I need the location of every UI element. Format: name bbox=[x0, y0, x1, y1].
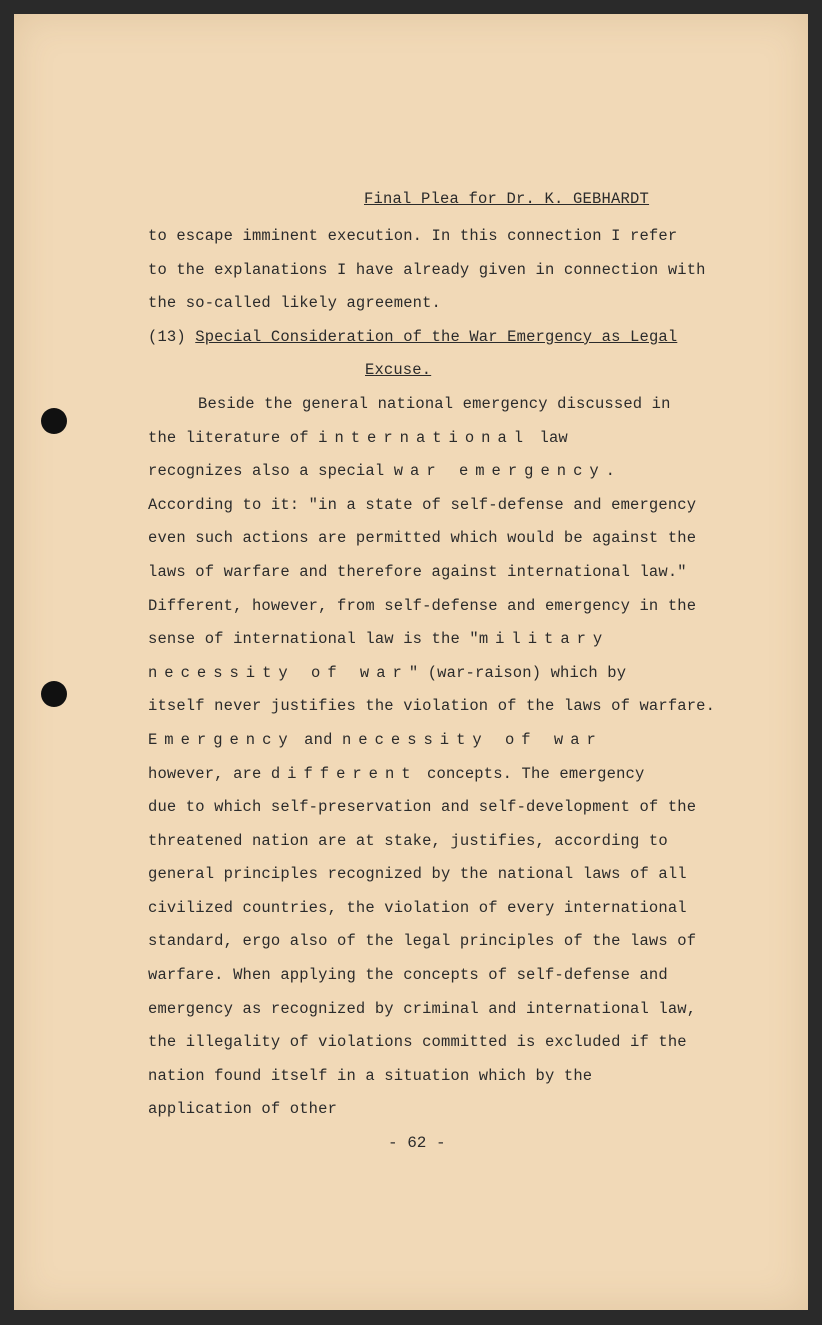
text-line: even such actions are permitted which would be against the bbox=[148, 529, 697, 548]
text-line bbox=[148, 657, 768, 691]
spaced-emphasis: war emergency. bbox=[393, 462, 622, 481]
text-line: to escape imminent execution. In this connection I refer bbox=[148, 227, 678, 245]
text-line: threatened nation are at stake, justifies, according to bbox=[148, 831, 668, 850]
text-line: civilized countries, the violation of every international bbox=[148, 898, 687, 917]
document-body bbox=[148, 220, 768, 1127]
text-span: the literature of bbox=[148, 428, 319, 447]
document-page bbox=[14, 14, 808, 1310]
text-line bbox=[148, 758, 768, 792]
spaced-emphasis: different bbox=[270, 764, 418, 783]
text-span: law bbox=[530, 428, 568, 447]
text-line bbox=[148, 422, 768, 456]
text-line: According to it: "in a state of self-defense and emergency bbox=[148, 495, 697, 514]
section-heading bbox=[148, 321, 768, 355]
section-title-cont: Excuse. bbox=[365, 361, 432, 380]
text-span: concepts. The emergency bbox=[417, 764, 645, 783]
spaced-emphasis: military bbox=[478, 630, 610, 649]
text-line: itself never justifies the violation of the laws of warfare. bbox=[148, 697, 716, 716]
text-line: the so-called likely agreement. bbox=[148, 294, 441, 313]
section-heading-cont bbox=[148, 354, 768, 388]
text-line bbox=[148, 455, 768, 489]
text-line: due to which self-preservation and self-development of the bbox=[148, 798, 697, 817]
text-line: nation found itself in a situation which by the bbox=[148, 1066, 593, 1085]
spaced-emphasis: Emergency bbox=[148, 730, 295, 749]
text-line: laws of warfare and therefore against international law." bbox=[148, 562, 687, 581]
page-number: - 62 - bbox=[388, 1134, 446, 1152]
section-number: (13) bbox=[148, 327, 196, 346]
text-line: Beside the general national emergency discussed in bbox=[198, 394, 671, 413]
text-line bbox=[148, 724, 768, 758]
text-line: to the explanations I have already given in connection with bbox=[148, 260, 706, 279]
section-title: Special Consideration of the War Emergency as Legal bbox=[195, 327, 678, 346]
text-line: application of other bbox=[148, 1100, 338, 1119]
text-line: the illegality of violations committed is excluded if the bbox=[148, 1033, 687, 1052]
spaced-emphasis: international bbox=[318, 428, 531, 447]
text-line: Different, however, from self-defense and emergency in the bbox=[148, 596, 697, 615]
text-line: standard, ergo also of the legal principles of the laws of bbox=[148, 932, 697, 951]
spaced-emphasis: necessity of war bbox=[148, 663, 409, 682]
text-line: general principles recognized by the national laws of all bbox=[148, 865, 687, 884]
text-line: warfare. When applying the concepts of self-defense and bbox=[148, 966, 668, 985]
text-span: recognizes also a special bbox=[148, 462, 394, 481]
text-span: and bbox=[294, 730, 342, 749]
text-span: " (war-raison) which by bbox=[408, 663, 627, 682]
page-header: Final Plea for Dr. K. GEBHARDT bbox=[364, 190, 650, 208]
text-line: emergency as recognized by criminal and international law, bbox=[148, 999, 697, 1018]
spaced-emphasis: necessity of war bbox=[341, 730, 603, 749]
text-span: sense of international law is the " bbox=[148, 630, 479, 649]
punch-hole bbox=[41, 408, 67, 434]
text-span: however, are bbox=[148, 764, 271, 783]
text-line bbox=[148, 623, 768, 657]
punch-hole bbox=[41, 681, 67, 707]
